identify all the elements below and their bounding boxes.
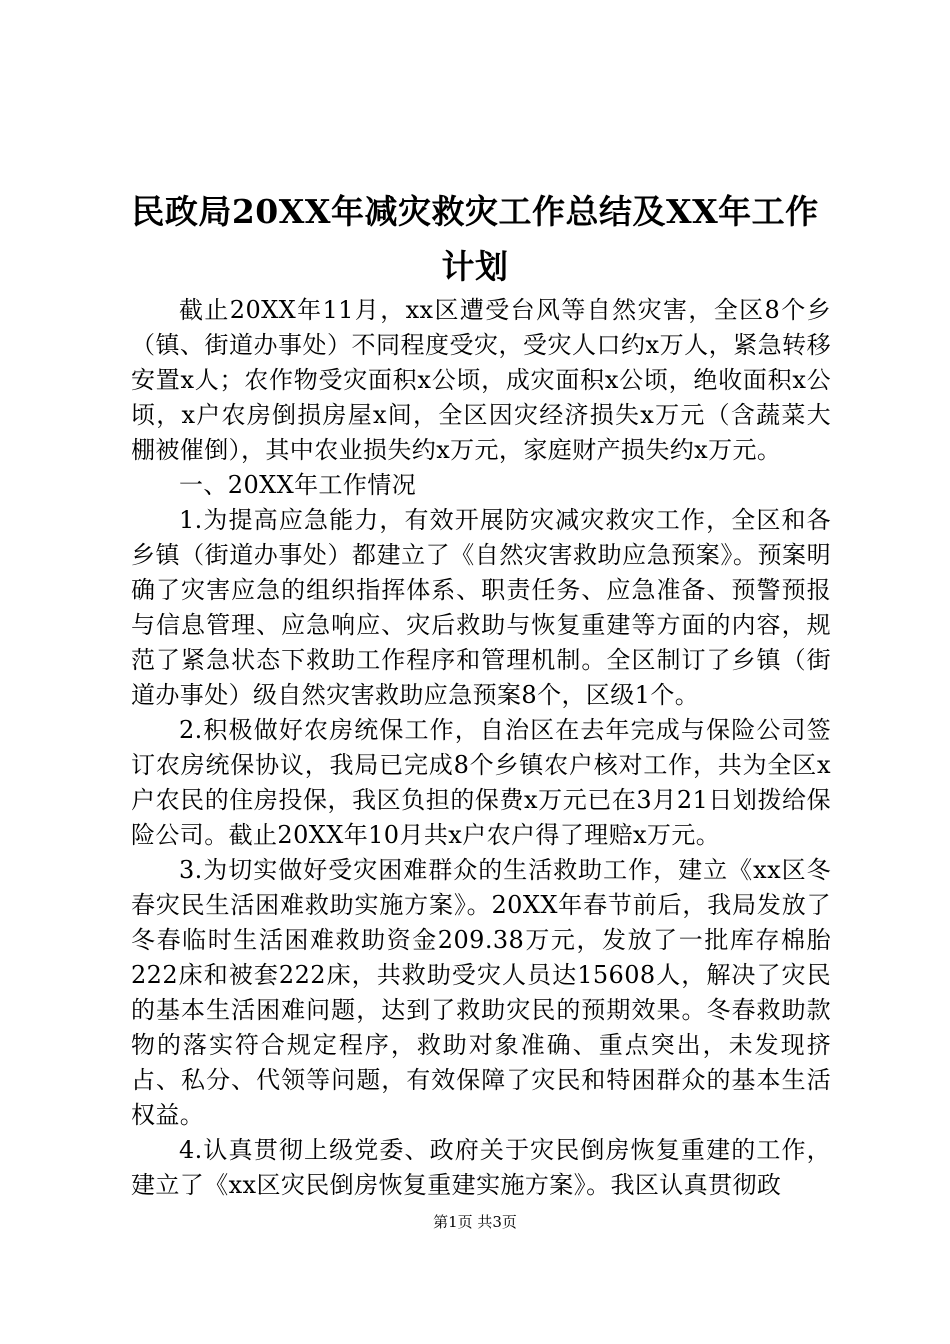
paragraph-summary: 截止20XX年11月，xx区遭受台风等自然灾害，全区8个乡（镇、街道办事处）不同程度受灾，受灾人口约x万人，紧急转移安置x人；农作物受灾面积x公顷，成灾面积x公顷，绝收面积x公顷，x户农房倒损房屋x间，全区因灾经济损失x万元（含蔬菜大棚被催倒），其中农业损失约x万元，家庭财产损失约x万元。 [131,296,831,464]
paragraph-item-1: 1.为提高应急能力，有效开展防灾减灾救灾工作，全区和各乡镇（街道办事处）都建立了《自然灾害救助应急预案》。预案明确了灾害应急的组织指挥体系、职责任务、应急准备、预警预报与信息管理、应急响应、灾后救助与恢复重建等方面的内容，规范了紧急状态下救助工作程序和管理机制。全区制订了乡镇（街道办事处）级自然灾害救助应急预案8个，区级1个。 [131,506,831,709]
paragraph-item-4: 4.认真贯彻上级党委、政府关于灾民倒房恢复重建的工作，建立了《xx区灾民倒房恢复重建实施方案》。我区认真贯彻政 [131,1136,831,1199]
document-body [131,293,831,1203]
paragraph-item-2: 2.积极做好农房统保工作，自治区在去年完成与保险公司签订农房统保协议，我局已完成8个乡镇农户核对工作，共为全区x户农民的住房投保，我区负担的保费x万元已在3月21日划拨给保险公司。截止20XX年10月共x户农户得了理赔x万元。 [131,716,831,849]
document-title: 民政局20XX年减灾救灾工作总结及XX年工作计划 [131,192,819,286]
paragraph-item-3: 3.为切实做好受灾困难群众的生活救助工作，建立《xx区冬春灾民生活困难救助实施方案》。20XX年春节前后，我局发放了冬春临时生活困难救助资金209.38万元，发放了一批库存棉胎222床和被套222床，共救助受灾人员达15608人，解决了灾民的基本生活困难问题，达到了救助灾民的预期效果。冬春救助款物的落实符合规定程序，救助对象准确、重点突出，未发现挤占、私分、代领等问题，有效保障了灾民和特困群众的基本生活权益。 [131,856,831,1129]
page-number-footer: 第1页 共3页 [433,1213,517,1231]
section-heading-work-status: 一、20XX年工作情况 [179,471,417,499]
